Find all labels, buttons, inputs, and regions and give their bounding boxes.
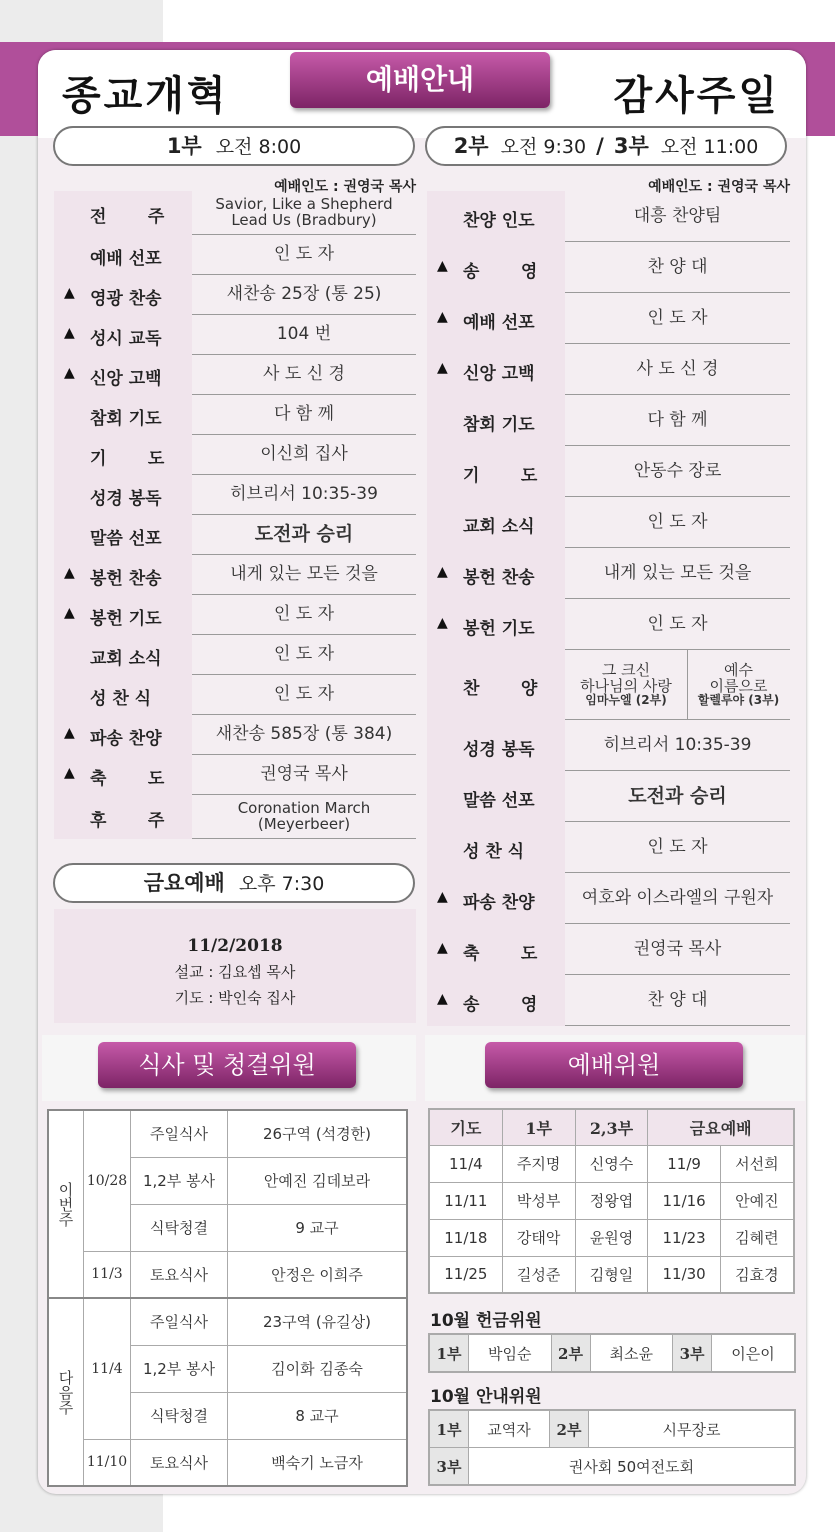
meal-assignee: 안예진 김데보라 bbox=[228, 1157, 408, 1204]
order-label bbox=[427, 395, 565, 446]
worship-committee-ribbon: 예배위원 bbox=[485, 1042, 743, 1088]
order-label bbox=[54, 795, 192, 839]
order-row bbox=[54, 675, 416, 715]
order-label-text: 성경 봉독 bbox=[90, 489, 162, 509]
order-value: 도전과 승리 bbox=[254, 523, 354, 546]
order-value: 인 도 자 bbox=[647, 836, 708, 857]
order-label bbox=[427, 293, 565, 344]
triangle-icon: ▲ bbox=[437, 359, 448, 376]
order-label bbox=[427, 446, 565, 497]
order-label bbox=[427, 720, 565, 771]
order-label-text: 봉헌 기도 bbox=[463, 618, 535, 639]
triangle-icon: ▲ bbox=[64, 325, 75, 341]
order-row bbox=[427, 975, 790, 1026]
service23-heading bbox=[425, 126, 787, 166]
order-label bbox=[427, 599, 565, 650]
order-row bbox=[427, 242, 790, 293]
triangle-icon: ▲ bbox=[437, 308, 448, 325]
order-value: 인 도 자 bbox=[647, 511, 708, 532]
order-row bbox=[54, 275, 416, 315]
committee-cell: 11/9 bbox=[648, 1145, 720, 1182]
row-divider bbox=[565, 1025, 790, 1026]
friday-time: 오후 7:30 bbox=[238, 873, 325, 895]
order-value: 히브리서 10:35-39 bbox=[230, 484, 378, 505]
meal-row bbox=[48, 1251, 407, 1298]
order-label-text: 성 찬 식 bbox=[463, 841, 525, 862]
order-label-text: 신앙 고백 bbox=[90, 369, 162, 389]
order-row bbox=[54, 595, 416, 635]
left-title: 종교개혁 bbox=[62, 72, 229, 119]
meal-task: 토요식사 bbox=[131, 1251, 228, 1298]
order-row bbox=[427, 344, 790, 395]
triangle-icon: ▲ bbox=[437, 614, 448, 631]
friday-heading bbox=[53, 863, 415, 903]
order-label-text: 신앙 고백 bbox=[463, 363, 535, 384]
order-label bbox=[54, 595, 192, 635]
offering-name: 최소윤 bbox=[590, 1334, 673, 1372]
friday-name: 금요예배 bbox=[143, 871, 225, 895]
order-row bbox=[427, 446, 790, 497]
committee-header: 기도 bbox=[429, 1109, 502, 1145]
committee-cell: 서선희 bbox=[720, 1145, 794, 1182]
offering-name: 이은이 bbox=[712, 1334, 795, 1372]
meal-row bbox=[48, 1110, 407, 1157]
order-value: 히브리서 10:35-39 bbox=[603, 734, 752, 755]
anthem-text: 할렐루야 (3부) bbox=[697, 693, 780, 708]
service1-time: 오전 8:00 bbox=[215, 136, 302, 158]
service2-name: 2부 bbox=[453, 134, 489, 158]
committee-cell: 11/30 bbox=[648, 1256, 720, 1293]
order-label-text: 전 주 bbox=[90, 207, 165, 227]
order-label bbox=[427, 548, 565, 599]
usher-row bbox=[429, 1410, 795, 1448]
offering-name: 박임순 bbox=[469, 1334, 552, 1372]
order-label bbox=[427, 191, 565, 242]
order-label-text: 봉헌 찬송 bbox=[90, 569, 162, 589]
order-label-text: 성 찬 식 bbox=[90, 689, 152, 709]
order-label-text: 파송 찬양 bbox=[463, 892, 535, 913]
order-label-text: 교회 소식 bbox=[463, 516, 535, 537]
order-row bbox=[427, 548, 790, 599]
order-value: 도전과 승리 bbox=[628, 784, 727, 807]
meal-row bbox=[48, 1298, 407, 1345]
order-label bbox=[54, 191, 192, 235]
committee-cell: 정왕엽 bbox=[575, 1182, 648, 1219]
triangle-icon: ▲ bbox=[64, 365, 75, 381]
order-value: 찬 양 대 bbox=[647, 989, 708, 1010]
order-row bbox=[427, 771, 790, 822]
committee-cell: 김효경 bbox=[720, 1256, 794, 1293]
meal-assignee: 김이화 김종숙 bbox=[228, 1345, 408, 1392]
order-label-text: 기 도 bbox=[463, 465, 538, 486]
meal-task: 토요식사 bbox=[131, 1439, 228, 1486]
order-value: 인 도 자 bbox=[273, 604, 335, 625]
order-value: 다 함 께 bbox=[647, 409, 708, 430]
committee-cell: 11/25 bbox=[429, 1256, 502, 1293]
meal-task: 1,2부 봉사 bbox=[131, 1157, 228, 1204]
committee-cell: 11/11 bbox=[429, 1182, 502, 1219]
order-label-text: 찬양 인도 bbox=[463, 210, 535, 231]
usher-name: 교역자 bbox=[469, 1410, 550, 1448]
order-row bbox=[54, 795, 416, 839]
usher-name: 시무장로 bbox=[589, 1410, 796, 1448]
order-label-text: 성시 교독 bbox=[90, 329, 162, 349]
order-label bbox=[54, 475, 192, 515]
triangle-icon: ▲ bbox=[64, 725, 75, 741]
meal-assignee: 백숙기 노금자 bbox=[228, 1439, 408, 1486]
order-label-text: 말씀 선포 bbox=[463, 790, 535, 811]
order-row bbox=[54, 191, 416, 235]
triangle-icon: ▲ bbox=[64, 285, 75, 301]
usher-service: 2부 bbox=[550, 1410, 589, 1448]
order-row bbox=[427, 293, 790, 344]
order-label-text: 교회 소식 bbox=[90, 649, 162, 669]
worship-committee-table bbox=[428, 1108, 795, 1294]
committee-cell: 11/16 bbox=[648, 1182, 720, 1219]
committee-cell: 11/23 bbox=[648, 1219, 720, 1256]
order-value: 내게 있는 모든 것을 bbox=[230, 564, 378, 585]
order-value: 새찬송 25장 (통 25) bbox=[226, 284, 382, 305]
meal-task: 1,2부 봉사 bbox=[131, 1345, 228, 1392]
friday-sermon: 설교 : 김요셉 목사 bbox=[174, 963, 296, 981]
order-label bbox=[427, 497, 565, 548]
meal-assignee: 26구역 (석경한) bbox=[228, 1110, 408, 1157]
order-label bbox=[427, 344, 565, 395]
committee-header: 1부 bbox=[502, 1109, 575, 1145]
usher-service: 1부 bbox=[429, 1410, 469, 1448]
week-label: 이번주 bbox=[48, 1110, 84, 1298]
offering-table bbox=[428, 1333, 796, 1373]
order-label bbox=[54, 555, 192, 595]
order-label bbox=[427, 975, 565, 1026]
order-label bbox=[54, 395, 192, 435]
order-label-text: 예배 선포 bbox=[463, 312, 535, 333]
committee-header: 2,3부 bbox=[575, 1109, 648, 1145]
meal-task: 식탁청결 bbox=[131, 1392, 228, 1439]
committee-cell: 윤원영 bbox=[575, 1219, 648, 1256]
order-label bbox=[427, 242, 565, 293]
order-row bbox=[54, 755, 416, 795]
order-value: 인 도 자 bbox=[647, 613, 708, 634]
order-label-text: 참회 기도 bbox=[90, 409, 162, 429]
order-row bbox=[427, 599, 790, 650]
order-label-text: 영광 찬송 bbox=[90, 289, 162, 309]
meal-assignee: 23구역 (유길상) bbox=[228, 1298, 408, 1345]
meal-ribbon: 식사 및 청결위원 bbox=[98, 1042, 356, 1088]
committee-header: 금요예배 bbox=[648, 1109, 794, 1145]
order-value: 인 도 자 bbox=[273, 244, 335, 265]
order-row bbox=[54, 435, 416, 475]
order-value: 찬 양 대 bbox=[647, 256, 708, 277]
anthem-text: 임마누엘 (2부) bbox=[585, 693, 667, 708]
order-label-text: 후 주 bbox=[90, 811, 165, 831]
committee-row bbox=[429, 1145, 794, 1182]
order-label bbox=[427, 650, 565, 720]
meal-assignee: 9 교구 bbox=[228, 1204, 408, 1251]
anthem-3rd-service bbox=[687, 650, 790, 720]
order-label bbox=[54, 355, 192, 395]
usher-name: 권사회 50여전도회 bbox=[469, 1448, 796, 1486]
order-label bbox=[427, 924, 565, 975]
order-row bbox=[54, 315, 416, 355]
order-label bbox=[54, 515, 192, 555]
row-divider bbox=[192, 838, 416, 839]
order-label bbox=[54, 755, 192, 795]
friday-date: 11/2/2018 bbox=[187, 936, 283, 956]
order-value: 사 도 신 경 bbox=[263, 364, 345, 385]
order-label bbox=[427, 771, 565, 822]
order-row bbox=[54, 635, 416, 675]
order-row bbox=[427, 924, 790, 975]
triangle-icon: ▲ bbox=[437, 888, 448, 905]
meal-date: 11/3 bbox=[84, 1251, 131, 1298]
order-row bbox=[54, 555, 416, 595]
order-label-text: 축 도 bbox=[463, 943, 538, 964]
order-label bbox=[54, 235, 192, 275]
order-label-text: 말씀 선포 bbox=[90, 529, 162, 549]
committee-header-row bbox=[429, 1109, 794, 1145]
usher-service: 3부 bbox=[429, 1448, 469, 1486]
friday-details bbox=[54, 909, 416, 1023]
committee-cell: 강태악 bbox=[502, 1219, 575, 1256]
triangle-icon: ▲ bbox=[437, 990, 448, 1007]
triangle-icon: ▲ bbox=[64, 765, 75, 781]
order-label-text: 송 영 bbox=[463, 994, 538, 1015]
order-row bbox=[427, 395, 790, 446]
week-label: 다음주 bbox=[48, 1298, 84, 1486]
triangle-icon: ▲ bbox=[437, 257, 448, 274]
offering-service: 3부 bbox=[673, 1334, 712, 1372]
anthem-text: 하나님의 사랑 bbox=[580, 676, 672, 695]
committee-cell: 김형일 bbox=[575, 1256, 648, 1293]
order-label-text: 참회 기도 bbox=[463, 414, 535, 435]
order-value: Savior, Like a Shepherd Lead Us (Bradbury) bbox=[215, 195, 393, 229]
order-label bbox=[54, 635, 192, 675]
order-label bbox=[54, 275, 192, 315]
order-value: 인 도 자 bbox=[273, 684, 335, 705]
center-ribbon: 예배안내 bbox=[290, 52, 550, 108]
right-title: 감사주일 bbox=[613, 72, 780, 119]
committee-cell: 박성부 bbox=[502, 1182, 575, 1219]
order-row bbox=[427, 191, 790, 242]
offering-row bbox=[429, 1334, 795, 1372]
usher-table bbox=[428, 1409, 796, 1486]
order-label-text: 예배 선포 bbox=[90, 249, 162, 269]
committee-row bbox=[429, 1219, 794, 1256]
anthem-2nd-service bbox=[565, 650, 688, 720]
order-value: 권영국 목사 bbox=[260, 764, 348, 785]
order-row bbox=[427, 650, 790, 720]
order-value: 인 도 자 bbox=[273, 644, 335, 665]
order-row bbox=[54, 395, 416, 435]
anthem-text: 그 크신 bbox=[601, 660, 651, 679]
triangle-icon: ▲ bbox=[64, 605, 75, 621]
order-row bbox=[427, 720, 790, 771]
committee-row bbox=[429, 1256, 794, 1293]
order-label-text: 봉헌 기도 bbox=[90, 609, 162, 629]
meal-row bbox=[48, 1439, 407, 1486]
offering-service: 1부 bbox=[429, 1334, 469, 1372]
order-label bbox=[54, 315, 192, 355]
committee-cell: 길성준 bbox=[502, 1256, 575, 1293]
usher-title: 10월 안내위원 bbox=[430, 1387, 542, 1407]
order-row bbox=[54, 475, 416, 515]
order-label-text: 찬 양 bbox=[463, 679, 538, 699]
order-row bbox=[427, 822, 790, 873]
order-label-text: 봉헌 찬송 bbox=[463, 567, 535, 588]
order-label-text: 성경 봉독 bbox=[463, 739, 535, 760]
order-value: 사 도 신 경 bbox=[636, 358, 719, 379]
triangle-icon: ▲ bbox=[437, 939, 448, 956]
anthem-text: 이름으로 bbox=[709, 676, 768, 695]
order-row bbox=[427, 497, 790, 548]
order-label bbox=[427, 873, 565, 924]
order-value: 104 번 bbox=[276, 324, 332, 345]
offering-service: 2부 bbox=[551, 1334, 590, 1372]
order-value: 이신희 집사 bbox=[260, 444, 348, 465]
order-label-text: 축 도 bbox=[90, 769, 165, 789]
service2-time: 오전 9:30 bbox=[500, 136, 587, 158]
triangle-icon: ▲ bbox=[64, 565, 75, 581]
service1-order bbox=[54, 191, 416, 845]
order-value: 새찬송 585장 (통 384) bbox=[215, 724, 393, 745]
order-row bbox=[427, 873, 790, 924]
meal-assignee: 안정은 이희주 bbox=[228, 1251, 408, 1298]
order-label bbox=[54, 715, 192, 755]
order-value: 권영국 목사 bbox=[633, 938, 722, 959]
committee-cell: 안예진 bbox=[720, 1182, 794, 1219]
order-label bbox=[427, 822, 565, 873]
meal-date: 11/4 bbox=[84, 1298, 131, 1439]
service23-leader: 예배인도 : 권영국 목사 bbox=[648, 179, 790, 195]
order-label-text: 파송 찬양 bbox=[90, 729, 162, 749]
meal-task: 주일식사 bbox=[131, 1110, 228, 1157]
committee-cell: 신영수 bbox=[575, 1145, 648, 1182]
order-value: 인 도 자 bbox=[647, 307, 708, 328]
service1-heading bbox=[53, 126, 415, 166]
committee-cell: 주지명 bbox=[502, 1145, 575, 1182]
service1-leader: 예배인도 : 권영국 목사 bbox=[274, 179, 416, 195]
service1-name: 1부 bbox=[166, 134, 202, 158]
meal-date: 10/28 bbox=[84, 1110, 131, 1251]
order-label bbox=[54, 435, 192, 475]
committee-cell: 11/4 bbox=[429, 1145, 502, 1182]
triangle-icon: ▲ bbox=[437, 563, 448, 580]
service3-time: 오전 11:00 bbox=[660, 136, 759, 158]
order-value: 여호와 이스라엘의 구원자 bbox=[581, 887, 774, 908]
meal-assignee: 8 교구 bbox=[228, 1392, 408, 1439]
usher-row bbox=[429, 1448, 795, 1486]
order-label bbox=[54, 675, 192, 715]
order-value: 안동수 장로 bbox=[633, 460, 722, 481]
order-value: 다 함 께 bbox=[273, 404, 335, 425]
committee-cell: 김혜련 bbox=[720, 1219, 794, 1256]
order-row bbox=[54, 715, 416, 755]
committee-row bbox=[429, 1182, 794, 1219]
order-value: 내게 있는 모든 것을 bbox=[603, 562, 752, 583]
service3-name: 3부 bbox=[613, 134, 649, 158]
service23-order bbox=[427, 191, 790, 1027]
meal-task: 식탁청결 bbox=[131, 1204, 228, 1251]
service-divider: / bbox=[596, 134, 604, 158]
committee-cell: 11/18 bbox=[429, 1219, 502, 1256]
friday-prayer: 기도 : 박인숙 집사 bbox=[174, 989, 296, 1007]
meal-date: 11/10 bbox=[84, 1439, 131, 1486]
order-row bbox=[54, 235, 416, 275]
order-row bbox=[54, 515, 416, 555]
order-label-text: 기 도 bbox=[90, 449, 165, 469]
offering-title: 10월 헌금위원 bbox=[430, 1311, 542, 1331]
order-value: 대흥 찬양팀 bbox=[633, 205, 722, 226]
order-value: Coronation March (Meyerbeer) bbox=[237, 799, 371, 833]
meal-table bbox=[47, 1109, 408, 1487]
order-row bbox=[54, 355, 416, 395]
order-label-text: 송 영 bbox=[463, 261, 538, 282]
anthem-text: 예수 bbox=[724, 660, 753, 679]
meal-task: 주일식사 bbox=[131, 1298, 228, 1345]
